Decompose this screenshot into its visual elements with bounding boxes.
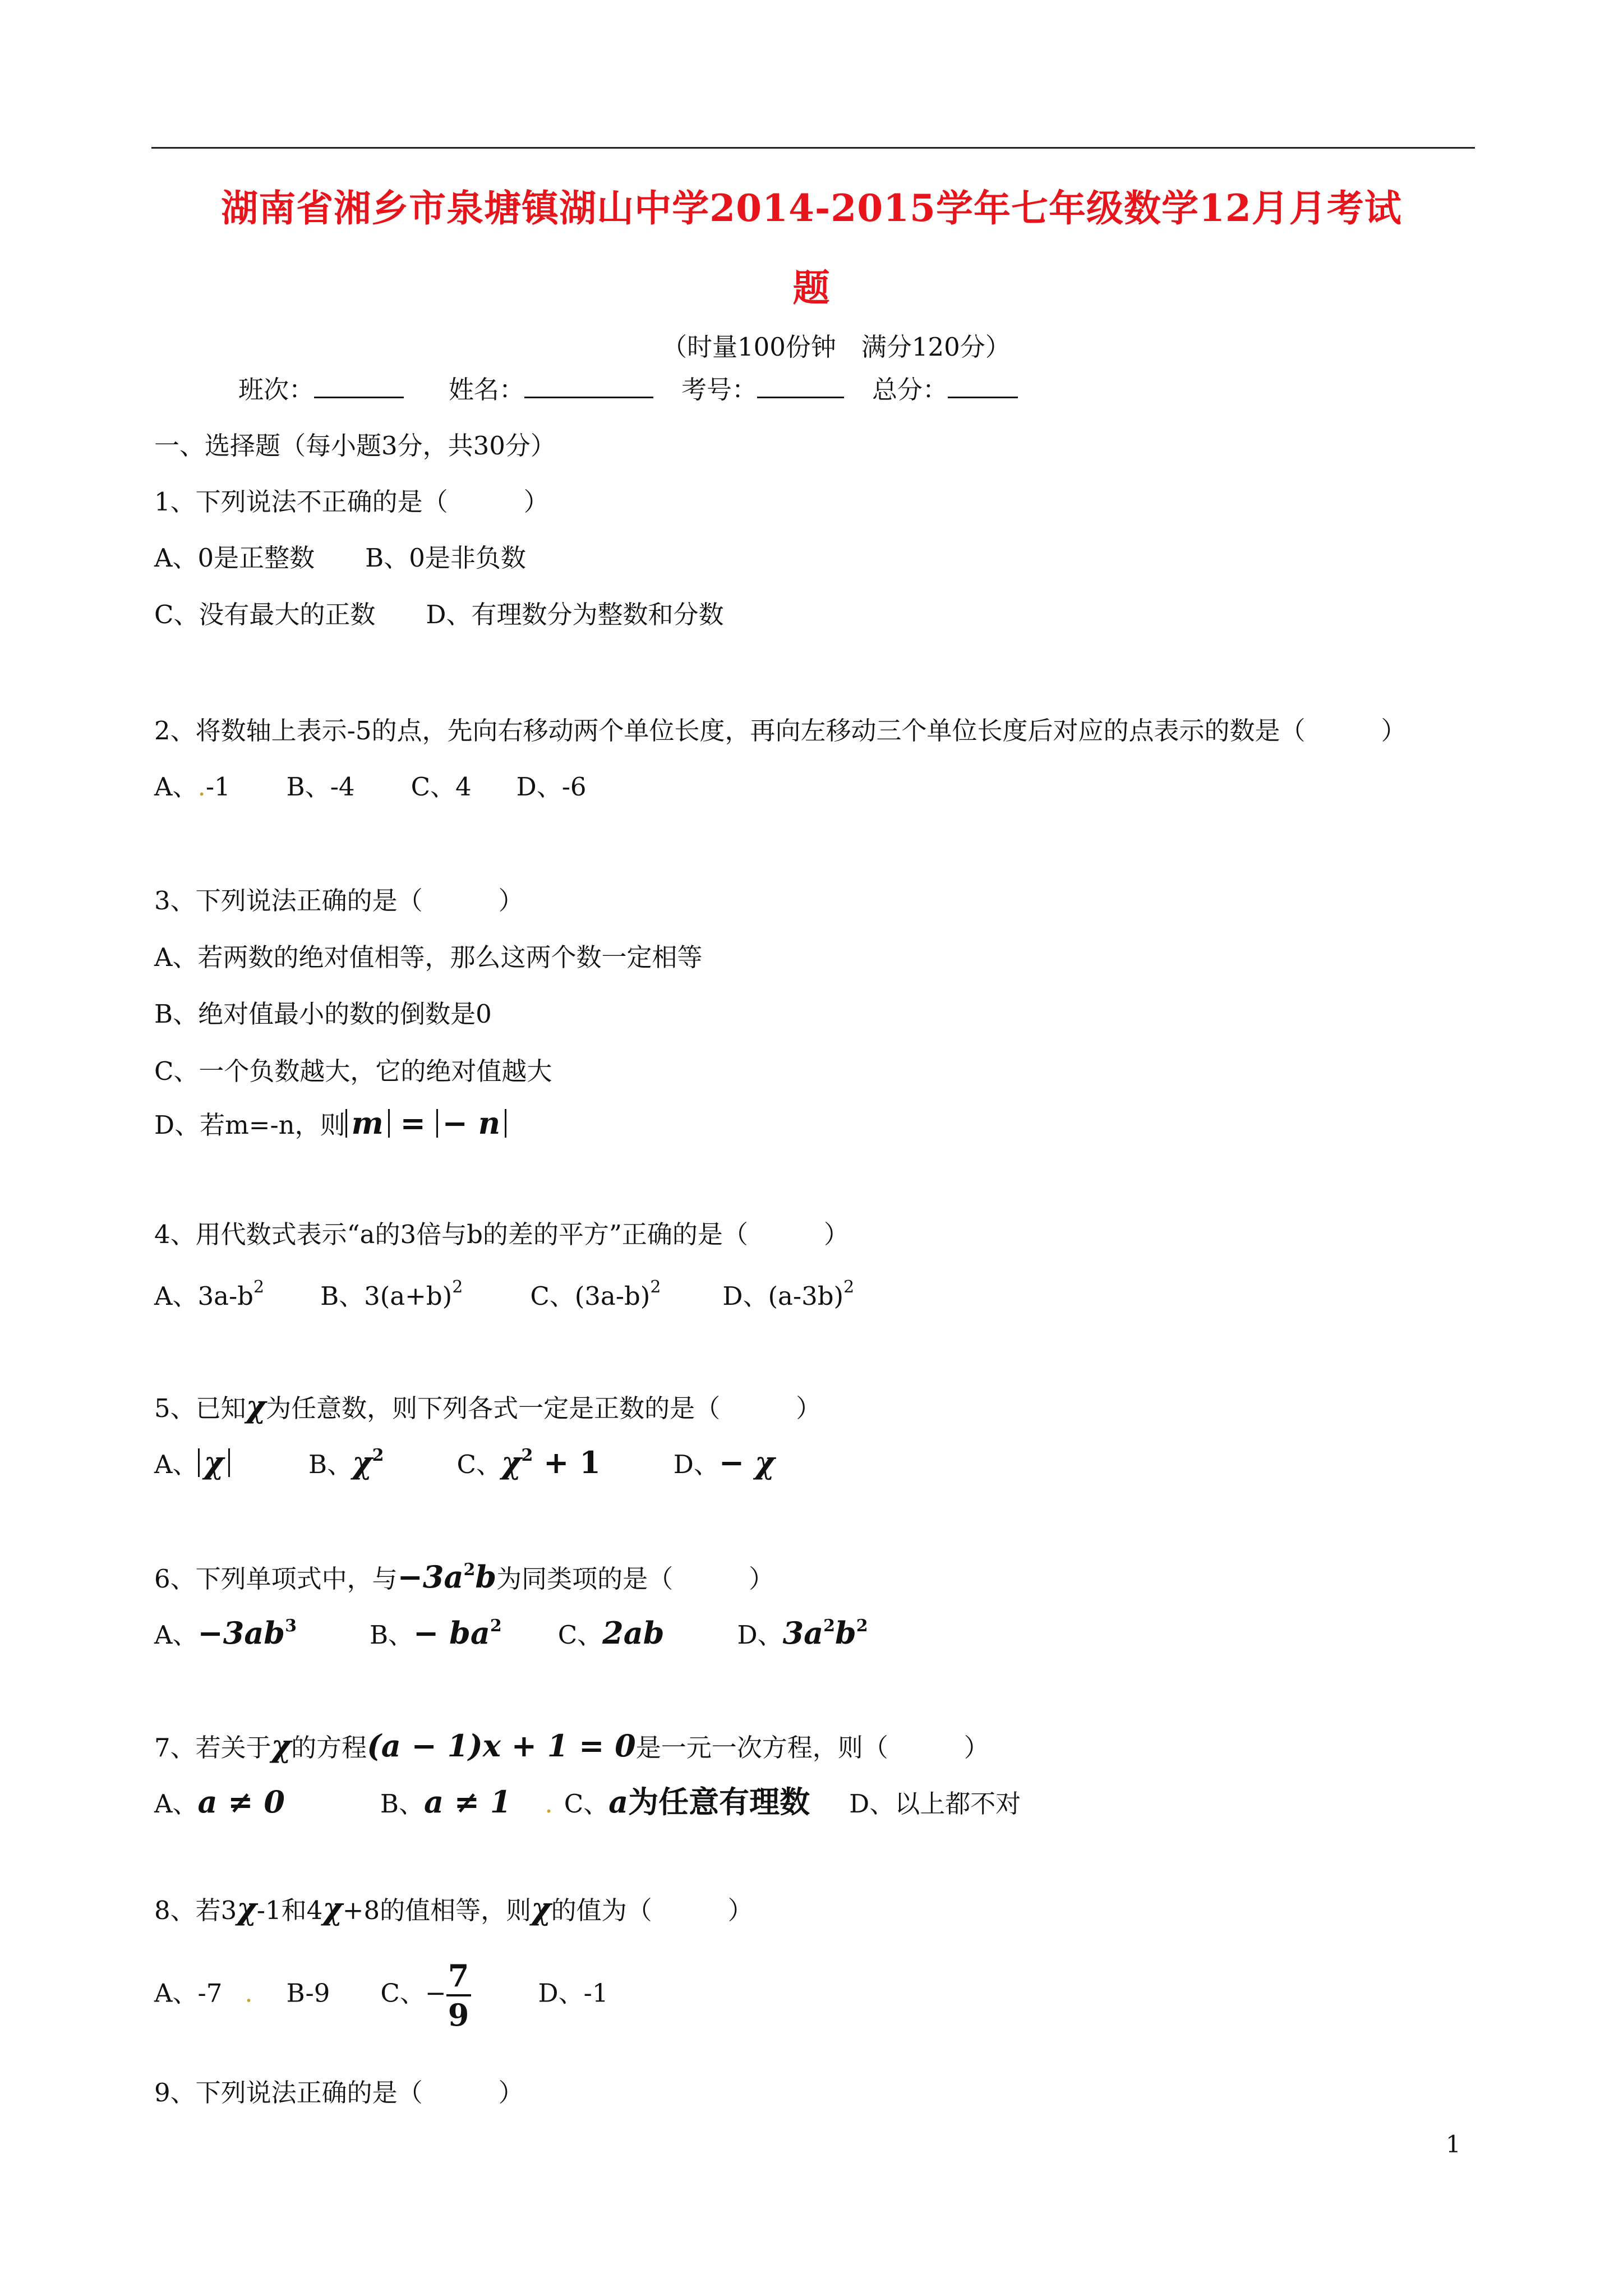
option-d: D、 [673,1450,719,1479]
question-5-stem: 5、已知χ为任意数，则下列各式一定是正数的是（ ） [154,1388,822,1424]
fraction-7-9: $\frac{7}{9}$ [446,1961,471,2030]
option-a: A、 [154,1789,198,1819]
question-6-options: A、$-3ab^3$ B、− $ba^2$ C、2ab D、$3a^2b^2$ [154,1615,868,1651]
class-label: 班次： [238,375,315,404]
score-blank[interactable] [948,393,1018,398]
question-7-stem: 7、若关于χ的方程(a − 1)x + 1 = 0是一元一次方程，则（ ） [154,1728,989,1764]
question-1-stem: 1、下列说法不正确的是（ ） [154,487,549,517]
abs-m: m [345,1109,390,1138]
option-a: A、 [154,772,198,802]
option-b: B、-4 [286,772,355,802]
option-c: C、 [564,1789,609,1819]
option-d: D、-1 [538,1978,608,2008]
option-c: C、4 [411,772,472,802]
option-b: B、3(a+b) [320,1281,453,1311]
name-blank[interactable] [524,393,653,398]
option-d: D、 [737,1620,783,1650]
question-1-options-cd: C、没有最大的正数 D、有理数分为整数和分数 [154,600,724,629]
option-b: B、 [308,1450,353,1479]
question-3-option-a: A、若两数的绝对值相等，那么这两个数一定相等 [154,942,703,972]
exam-title-line-2: 题 [792,266,831,310]
page-number: 1 [1446,2131,1461,2158]
question-6-stem: 6、下列单项式中，与$-3a^2b$为同类项的是（ ） [154,1559,774,1595]
question-1-options-ab: A、0是正整数 B、0是非负数 [154,543,526,573]
option-b: B、 [369,1620,414,1650]
question-9-stem: 9、下列说法正确的是（ ） [154,2078,524,2108]
question-8-options: A、-7 . B-9 C、− $\frac{7}{9}$ D、-1 [154,1958,608,2033]
question-5-options: A、 χ B、$\chi^2$ C、$\chi^2 + 1$ D、− χ [154,1444,775,1480]
question-3-stem: 3、下列说法正确的是（ ） [154,886,524,915]
option-a: A、3a-b [154,1281,253,1311]
option-a: A、-7 [154,1978,223,2008]
option-c: C、(3a-b) [530,1281,651,1311]
question-3-option-c: C、一个负数越大，它的绝对值越大 [154,1056,552,1086]
question-3-option-d: D、若m=-n，则 m = − n [154,1108,506,1138]
question-3-option-b: B、绝对值最小的数的倒数是0 [154,999,492,1029]
option-c: C、 [457,1450,501,1479]
id-label: 考号： [681,375,758,404]
option-d: D、-6 [516,772,587,802]
id-blank[interactable] [757,393,844,398]
question-4-options: A、$3a-b^2$ B、$3(a+b)^2$ C、$(3a-b)^2$ D、$(a-3b)^2$ [154,1277,855,1311]
option-c: C、 [557,1620,603,1650]
question-2-options: A、.-1 B、-4 C、4 D、-6 [154,772,587,802]
question-2-stem: 2、将数轴上表示-5的点，先向右移动两个单位长度，再向左移动三个单位长度后对应的点表示的数是（ ） [154,716,1407,746]
exam-title-line-1: 湖南省湘乡市泉塘镇湖山中学2014-2015学年七年级数学12月月考试 [221,186,1402,230]
option-a: A、 [154,1620,198,1650]
option-b: B-9 [286,1978,330,2008]
name-label: 姓名： [449,375,525,404]
option-a-value: -1 [205,772,230,802]
header-rule [151,147,1475,149]
option-a: A、 [154,1450,198,1479]
question-7-options: A、a ≠ 0 B、a ≠ 1 . C、a为任意有理数 D、以上都不对 [154,1784,1021,1820]
exam-info: （时量100份钟 满分120分） [662,332,1011,362]
option-b: B、 [380,1789,424,1819]
option-d: D、(a-3b) [722,1281,844,1311]
option-c: C、− [380,1978,446,2008]
question-4-stem: 4、用代数式表示“a的3倍与b的差的平方”正确的是（ ） [154,1220,849,1249]
class-blank[interactable] [314,393,404,398]
question-8-stem: 8、若3χ-1和4χ+8的值相等，则χ的值为（ ） [154,1890,753,1926]
student-fields [238,377,1018,402]
section-heading: 一、选择题（每小题3分，共30分） [154,431,556,461]
option-d: D、以上都不对 [849,1789,1021,1819]
abs-neg-n: − n [436,1109,506,1138]
score-label: 总分： [872,375,948,404]
